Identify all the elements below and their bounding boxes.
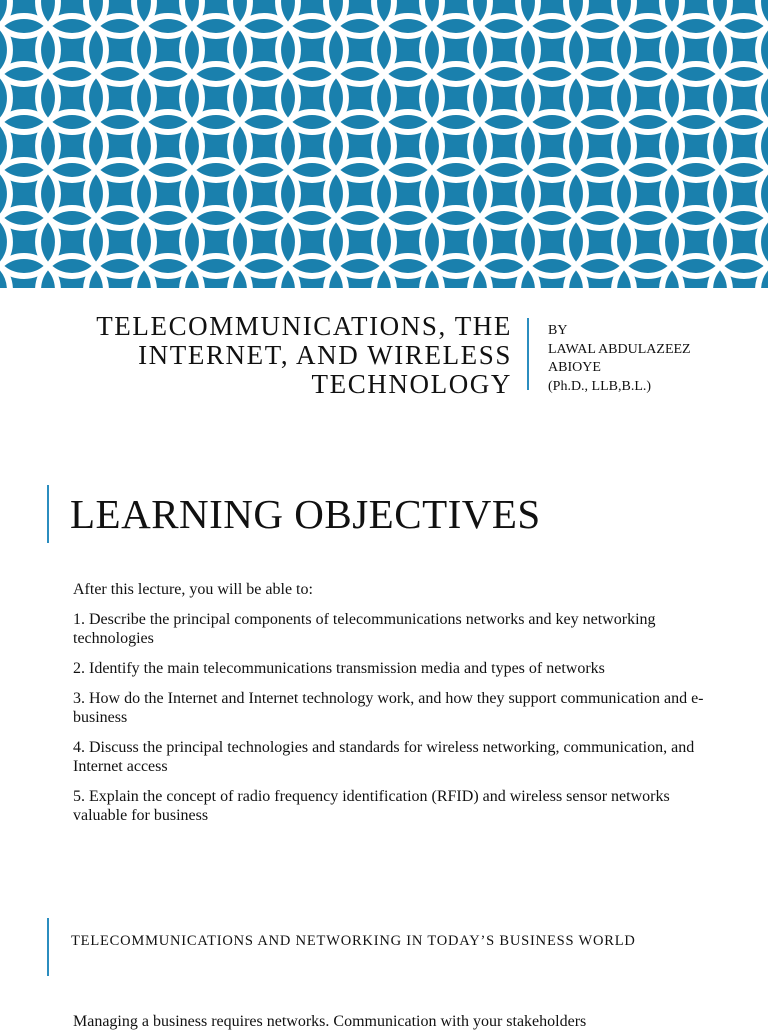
objective-item: 4. Discuss the principal technologies and standards for wireless networking, communication, and Internet access	[73, 739, 695, 775]
objectives-list	[73, 580, 713, 836]
author-line: ABIOYE	[548, 360, 601, 375]
title-line: TECHNOLOGY	[311, 369, 512, 399]
objective-item: 2. Identify the main telecommunications transmission media and types of networks	[73, 660, 605, 677]
heading-accent-bar	[47, 918, 49, 976]
title-line: INTERNET, AND WIRELESS	[138, 340, 512, 370]
section-body-text: Managing a business requires networks. Communication with your stakeholders	[73, 1013, 587, 1030]
author-line: (Ph.D., LLB,B.L.)	[548, 378, 652, 394]
objective-item: 3. How do the Internet and Internet technology work, and how they support communication and e-business	[73, 690, 704, 726]
heading-accent-bar	[47, 485, 49, 543]
banner-background	[0, 0, 768, 288]
objectives-intro: After this lecture, you will be able to:	[73, 581, 313, 598]
decorative-pattern-banner	[0, 0, 768, 288]
author-line: BY	[548, 323, 568, 338]
objectives-heading: LEARNING OBJECTIVES	[70, 491, 541, 537]
objective-item: 5. Explain the concept of radio frequency identification (RFID) and wireless sensor networks valuable for business	[73, 788, 670, 824]
section-heading: TELECOMMUNICATIONS AND NETWORKING IN TODAY’S BUSINESS WORLD	[71, 933, 636, 949]
circle-lattice-pattern	[0, 0, 768, 288]
objective-item: 1. Describe the principal components of telecommunications networks and key networking technologies	[73, 611, 656, 647]
title-line: TELECOMMUNICATIONS, THE	[96, 311, 512, 341]
author-line: LAWAL ABDULAZEEZ	[548, 341, 691, 357]
slide-title	[0, 312, 512, 399]
author-info	[548, 322, 691, 396]
title-divider	[527, 318, 529, 390]
